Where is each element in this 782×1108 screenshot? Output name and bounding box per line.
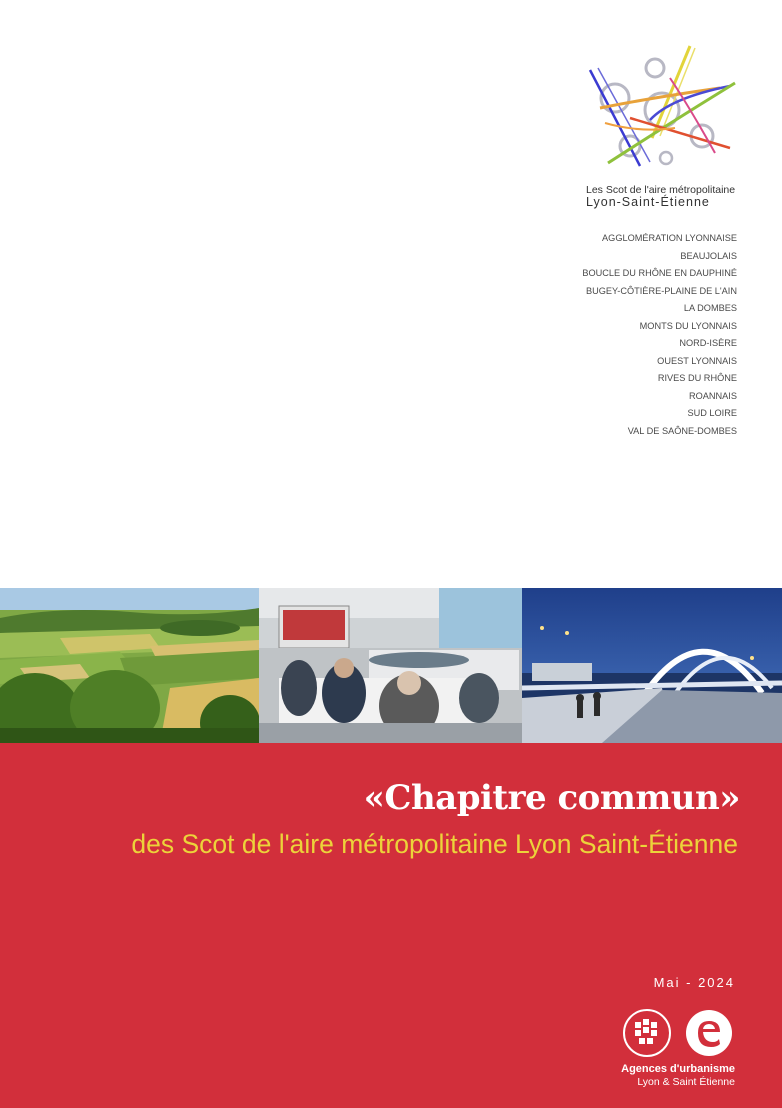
territory-item: SUD LOIRE bbox=[687, 408, 737, 418]
agency-mark-icon bbox=[623, 1008, 735, 1058]
countryside-photo bbox=[0, 588, 259, 743]
meeting-photo bbox=[259, 588, 522, 743]
logo-region-name: Lyon-Saint-Étienne bbox=[586, 195, 710, 209]
agency-logo bbox=[623, 1008, 735, 1088]
territory-item: RIVES DU RHÔNE bbox=[657, 373, 737, 383]
agency-city: Lyon & Saint Étienne bbox=[637, 1076, 735, 1088]
agency-name: Agences d'urbanisme bbox=[621, 1063, 735, 1075]
territory-item: OUEST LYONNAIS bbox=[657, 355, 737, 366]
territory-item: BUGEY-CÔTIÈRE-PLAINE DE L'AIN bbox=[585, 285, 737, 296]
territory-item: BEAUJOLAIS bbox=[680, 250, 737, 261]
territory-item: MONTS DU LYONNAIS bbox=[639, 320, 737, 331]
photo-strip bbox=[0, 588, 782, 743]
territory-item: AGGLOMÉRATION LYONNAISE bbox=[602, 233, 737, 243]
territory-item: BOUCLE DU RHÔNE EN DAUPHINÉ bbox=[582, 268, 737, 278]
scot-logo-artwork bbox=[580, 38, 745, 178]
territory-list bbox=[582, 230, 737, 440]
cover-panel bbox=[0, 743, 782, 1108]
territory-item: NORD-ISÈRE bbox=[679, 338, 737, 348]
territory-item: VAL DE SAÔNE-DOMBES bbox=[627, 425, 737, 436]
document-subtitle: des Scot de l'aire métropolitaine Lyon Saint-Étienne bbox=[131, 829, 738, 859]
bridge-photo bbox=[522, 588, 782, 743]
scot-logo bbox=[580, 38, 745, 213]
publication-date: Mai - 2024 bbox=[653, 975, 735, 990]
territory-item: ROANNAIS bbox=[689, 390, 737, 401]
logo-caption: Les Scot de l'aire métropolitaine bbox=[586, 184, 736, 196]
document-title: «Chapitre commun» bbox=[363, 778, 740, 818]
territory-item: LA DOMBES bbox=[683, 303, 737, 313]
